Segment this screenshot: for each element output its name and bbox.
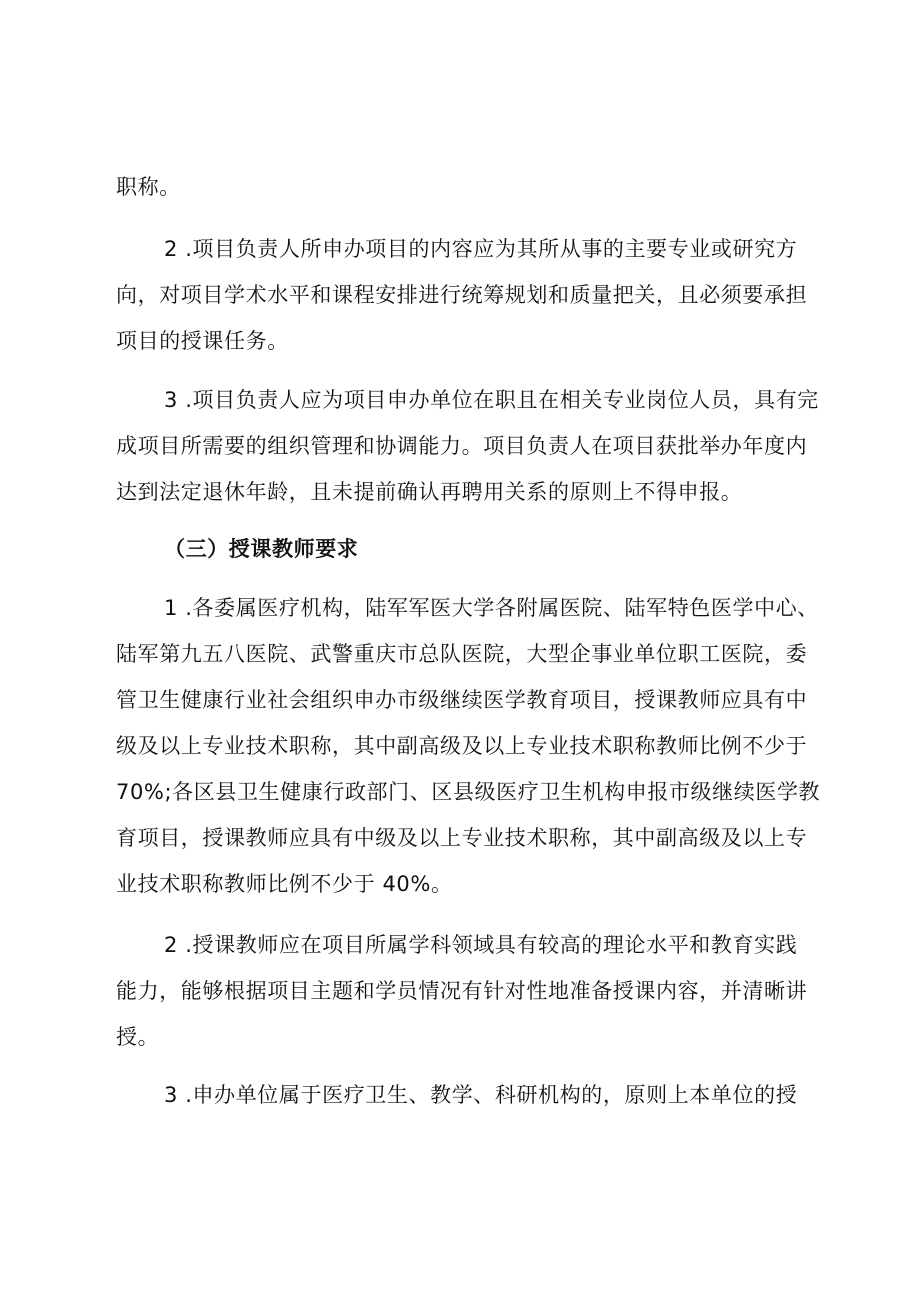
text-line-15: 业技术职称教师比例不少于 40%。 bbox=[116, 872, 453, 896]
text-line-17: 能力，能够根据项目主题和学员情况有针对性地准备授课内容，并清晰讲 bbox=[116, 979, 808, 1003]
text-line-1: 职称。 bbox=[116, 175, 181, 199]
text-line-6: 成项目所需要的组织管理和协调能力。项目负责人在项目获批举办年度内 bbox=[116, 434, 808, 458]
text-line-13: 70%;各区县卫生健康行政部门、区县级医疗卫生机构申报市级继续医学教 bbox=[116, 780, 821, 804]
text-line-12: 级及以上专业技术职称，其中副高级及以上专业技术职称教师比例不少于 bbox=[116, 734, 808, 758]
text-line-2: 2 .项目负责人所申办项目的内容应为其所从事的主要专业或研究方 bbox=[164, 237, 798, 261]
text-line-11: 管卫生健康行业社会组织申办市级继续医学教育项目，授课教师应具有中 bbox=[116, 688, 808, 712]
text-line-3: 向，对项目学术水平和课程安排进行统筹规划和质量把关，且必须要承担 bbox=[116, 283, 808, 307]
text-line-9: 1 .各委属医疗机构，陆军军医大学各附属医院、陆军特色医学中心、 bbox=[164, 596, 819, 620]
text-line-16: 2 .授课教师应在项目所属学科领域具有较高的理论水平和教育实践 bbox=[164, 933, 798, 957]
text-line-18: 授。 bbox=[116, 1025, 160, 1049]
text-line-5: 3 .项目负责人应为项目申办单位在职且在相关专业岗位人员，具有完 bbox=[164, 388, 819, 412]
text-line-19: 3 .申办单位属于医疗卫生、教学、科研机构的，原则上本单位的授 bbox=[164, 1083, 798, 1107]
text-line-10: 陆军第九五八医院、武警重庆市总队医院，大型企事业单位职工医院，委 bbox=[116, 642, 808, 666]
section-heading: （三）授课教师要求 bbox=[164, 537, 359, 561]
text-line-7: 达到法定退休年龄，且未提前确认再聘用关系的原则上不得申报。 bbox=[116, 480, 743, 504]
text-line-4: 项目的授课任务。 bbox=[116, 329, 289, 353]
text-line-14: 育项目，授课教师应具有中级及以上专业技术职称，其中副高级及以上专 bbox=[116, 826, 808, 850]
